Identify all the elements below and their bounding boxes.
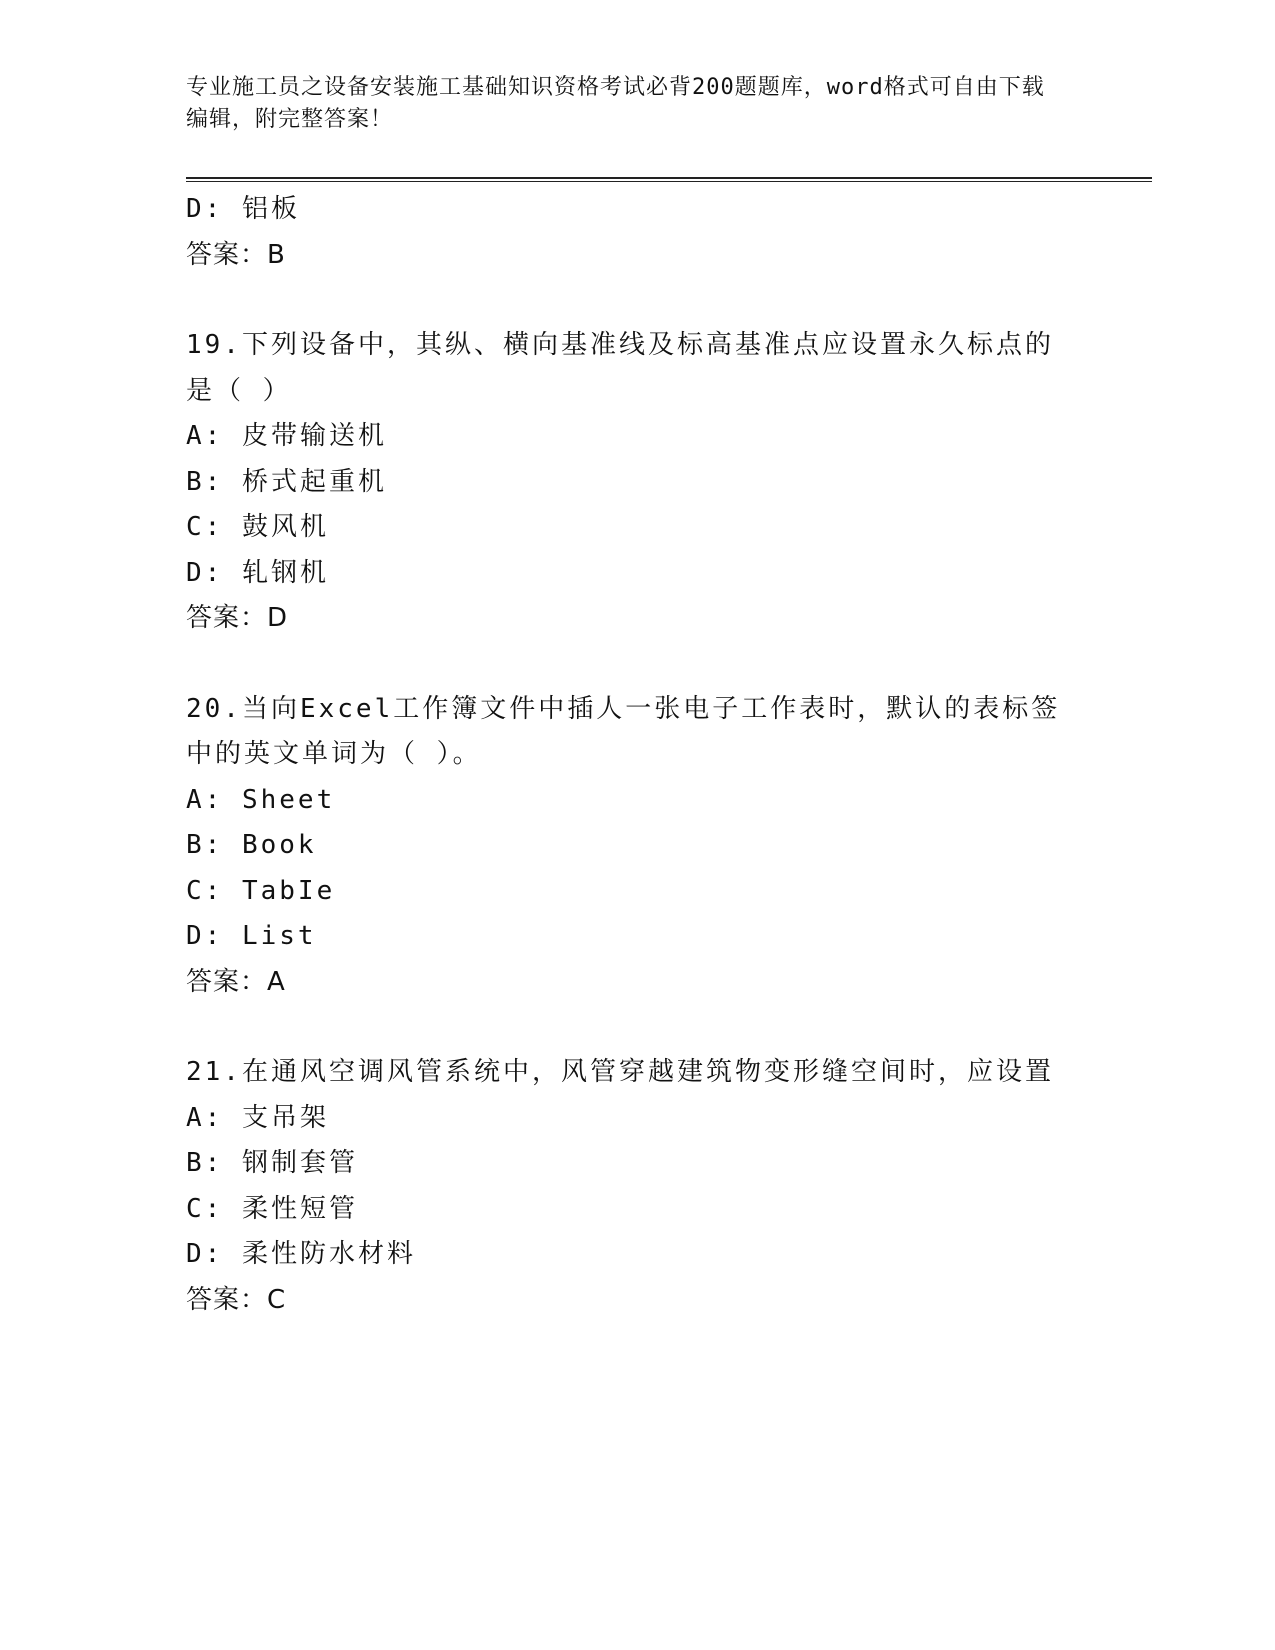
question-list (186, 187, 1106, 1323)
option-b: B: Book (186, 830, 317, 860)
option-b: B: 桥式起重机 (186, 466, 387, 497)
question-19 (186, 323, 1106, 642)
spacer (186, 642, 1106, 687)
answer: 答案：C (186, 1284, 287, 1315)
header-divider (186, 177, 1152, 182)
spacer (186, 278, 1106, 323)
option-d: D: 柔性防水材料 (186, 1239, 416, 1269)
question-20 (186, 687, 1106, 1006)
option-a: A: Sheet (186, 784, 336, 815)
option-a: A: 支吊架 (186, 1102, 329, 1133)
answer: 答案：B (186, 239, 286, 270)
option-c: C: 鼓风机 (186, 512, 329, 542)
option-d: D: 轧钢机 (186, 557, 329, 588)
answer: 答案：A (186, 966, 286, 997)
option-c: C: 柔性短管 (186, 1193, 358, 1224)
spacer (186, 1005, 1106, 1050)
answer: 答案：D (186, 603, 289, 633)
option-c: C: TabIe (186, 875, 336, 906)
option-d: D: List (186, 921, 317, 951)
option-d: D: 铝板 (186, 194, 300, 224)
question-21 (186, 1050, 1106, 1323)
question-stem: 21.在通风空调风管系统中，风管穿越建筑物变形缝空间时，应设置 (186, 1057, 1054, 1087)
option-b: B: 钢制套管 (186, 1148, 358, 1178)
question-stem: 20.当向Excel工作簿文件中插人一张电子工作表时，默认的表标签中的英文单词为（ ）。 (186, 693, 1061, 769)
question-stem: 19.下列设备中，其纵、横向基准线及标高基准点应设置永久标点的是（ ） (186, 330, 1054, 406)
previous-question-tail (186, 187, 1106, 278)
option-a: A: 皮带输送机 (186, 421, 387, 451)
document-header: 专业施工员之设备安装施工基础知识资格考试必背200题题库，word格式可自由下载编辑，附完整答案！ (186, 75, 1045, 132)
